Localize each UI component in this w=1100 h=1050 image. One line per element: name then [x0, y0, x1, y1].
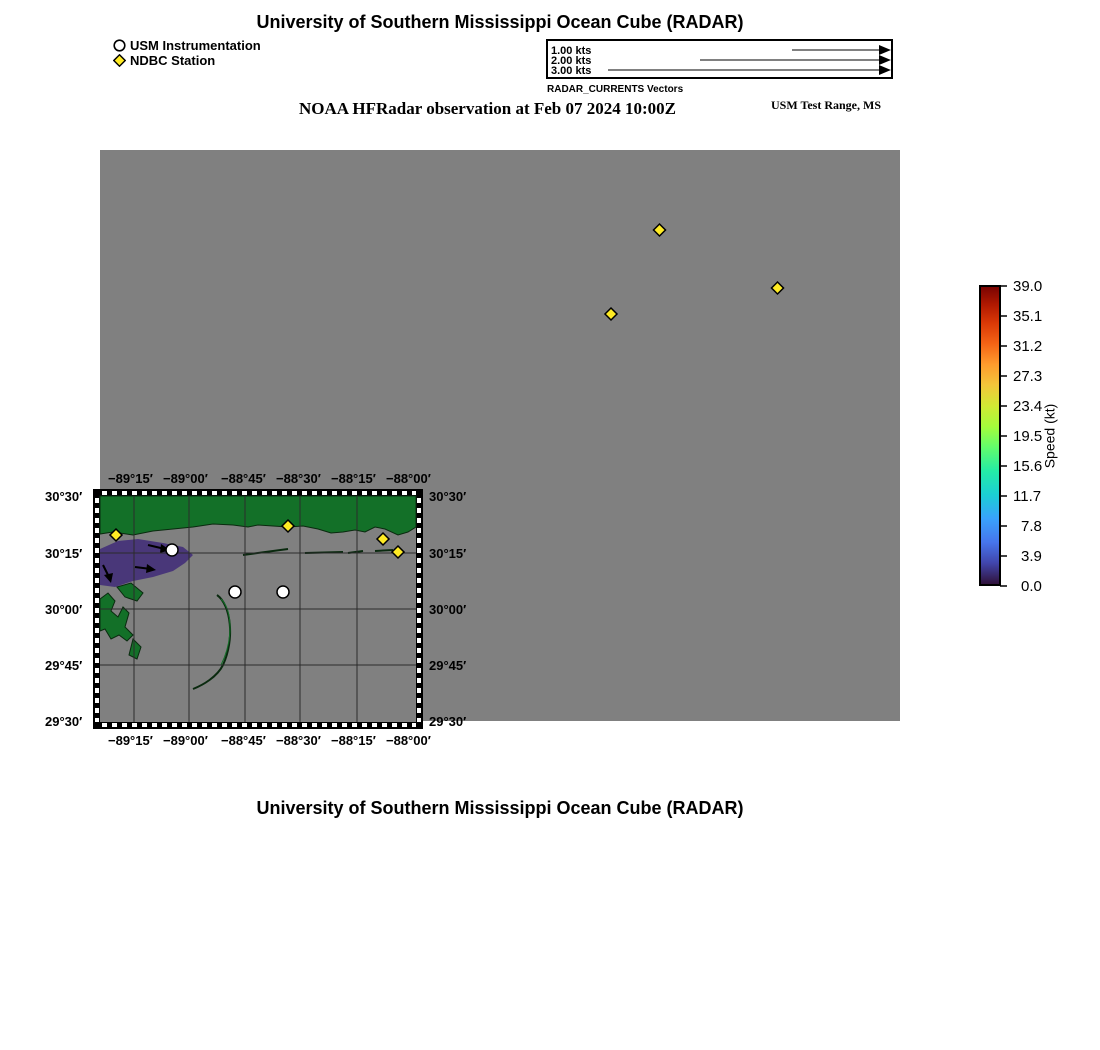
- colorbar-tick-label: 0.0: [1021, 578, 1042, 595]
- lon-tick-top: −88°45′: [221, 471, 266, 486]
- lat-tick-left: 30°15′: [45, 546, 83, 561]
- lon-tick-bottom: −88°00′: [386, 733, 431, 748]
- vector-legend-item: 3.00 kts: [551, 65, 592, 77]
- lon-tick-bottom: −88°15′: [331, 733, 376, 748]
- lat-tick-right: 30°15′: [429, 546, 467, 561]
- colorbar-tick-label: 35.1: [1013, 308, 1043, 325]
- colorbar-tick-label: 19.5: [1013, 428, 1043, 445]
- usm-instrument-marker: [166, 544, 178, 556]
- lat-tick-right: 29°30′: [429, 714, 467, 729]
- barrier-island: [375, 550, 393, 551]
- lat-tick-right: 29°45′: [429, 658, 467, 673]
- ndbc-station-marker: [654, 224, 666, 236]
- colorbar-tick-label: 3.9: [1021, 548, 1042, 565]
- range-label: USM Test Range, MS: [771, 98, 882, 112]
- footer-title: University of Southern Mississippi Ocean Cube (RADAR): [256, 798, 744, 818]
- colorbar-ticks: [1000, 285, 1010, 587]
- lon-tick-bottom: −89°15′: [108, 733, 153, 748]
- colorbar-tick-label: 11.7: [1013, 488, 1042, 505]
- colorbar-tick-label: 7.8: [1021, 518, 1042, 535]
- ndbc-station-marker: [772, 282, 784, 294]
- lat-tick-left: 29°30′: [45, 714, 83, 729]
- observation-subtitle: NOAA HFRadar observation at Feb 07 2024 10:00Z: [299, 99, 676, 118]
- lon-tick-top: −88°15′: [331, 471, 376, 486]
- vector-legend-item: 2.00 kts: [551, 55, 592, 67]
- lat-tick-left: 30°30′: [45, 489, 83, 504]
- lon-tick-top: −89°15′: [108, 471, 153, 486]
- lon-tick-bottom: −88°30′: [276, 733, 321, 748]
- colorbar-tick-label: 15.6: [1013, 458, 1043, 475]
- lon-tick-bottom: −88°45′: [221, 733, 266, 748]
- lat-tick-left: 29°45′: [45, 658, 83, 673]
- legend-usm-label: USM Instrumentation: [130, 38, 261, 53]
- usm-instrument-marker: [277, 586, 289, 598]
- lon-tick-top: −88°00′: [386, 471, 431, 486]
- colorbar-label: Speed (kt): [1041, 403, 1058, 469]
- lon-tick-bottom: −89°00′: [163, 733, 208, 748]
- lon-tick-top: −89°00′: [163, 471, 208, 486]
- colorbar-tick-label: 31.2: [1013, 338, 1043, 355]
- colorbar-tick-label: 23.4: [1013, 398, 1043, 415]
- lon-tick-top: −88°30′: [276, 471, 321, 486]
- vector-legend-caption: RADAR_CURRENTS Vectors: [547, 84, 684, 95]
- inset-map[interactable]: [93, 489, 423, 729]
- ndbc-station-marker: [605, 308, 617, 320]
- colorbar-tick-label: 27.3: [1013, 368, 1043, 385]
- legend-ndbc-label: NDBC Station: [130, 53, 216, 68]
- lat-tick-right: 30°30′: [429, 489, 467, 504]
- page-title: University of Southern Mississippi Ocean Cube (RADAR): [256, 12, 744, 32]
- usm-instrument-marker: [229, 586, 241, 598]
- colorbar: [979, 285, 1001, 586]
- lat-tick-left: 30°00′: [45, 602, 83, 617]
- vector-legend-item: 1.00 kts: [551, 45, 592, 57]
- colorbar-tick-label: 39.0: [1013, 278, 1043, 295]
- lat-tick-right: 30°00′: [429, 602, 467, 617]
